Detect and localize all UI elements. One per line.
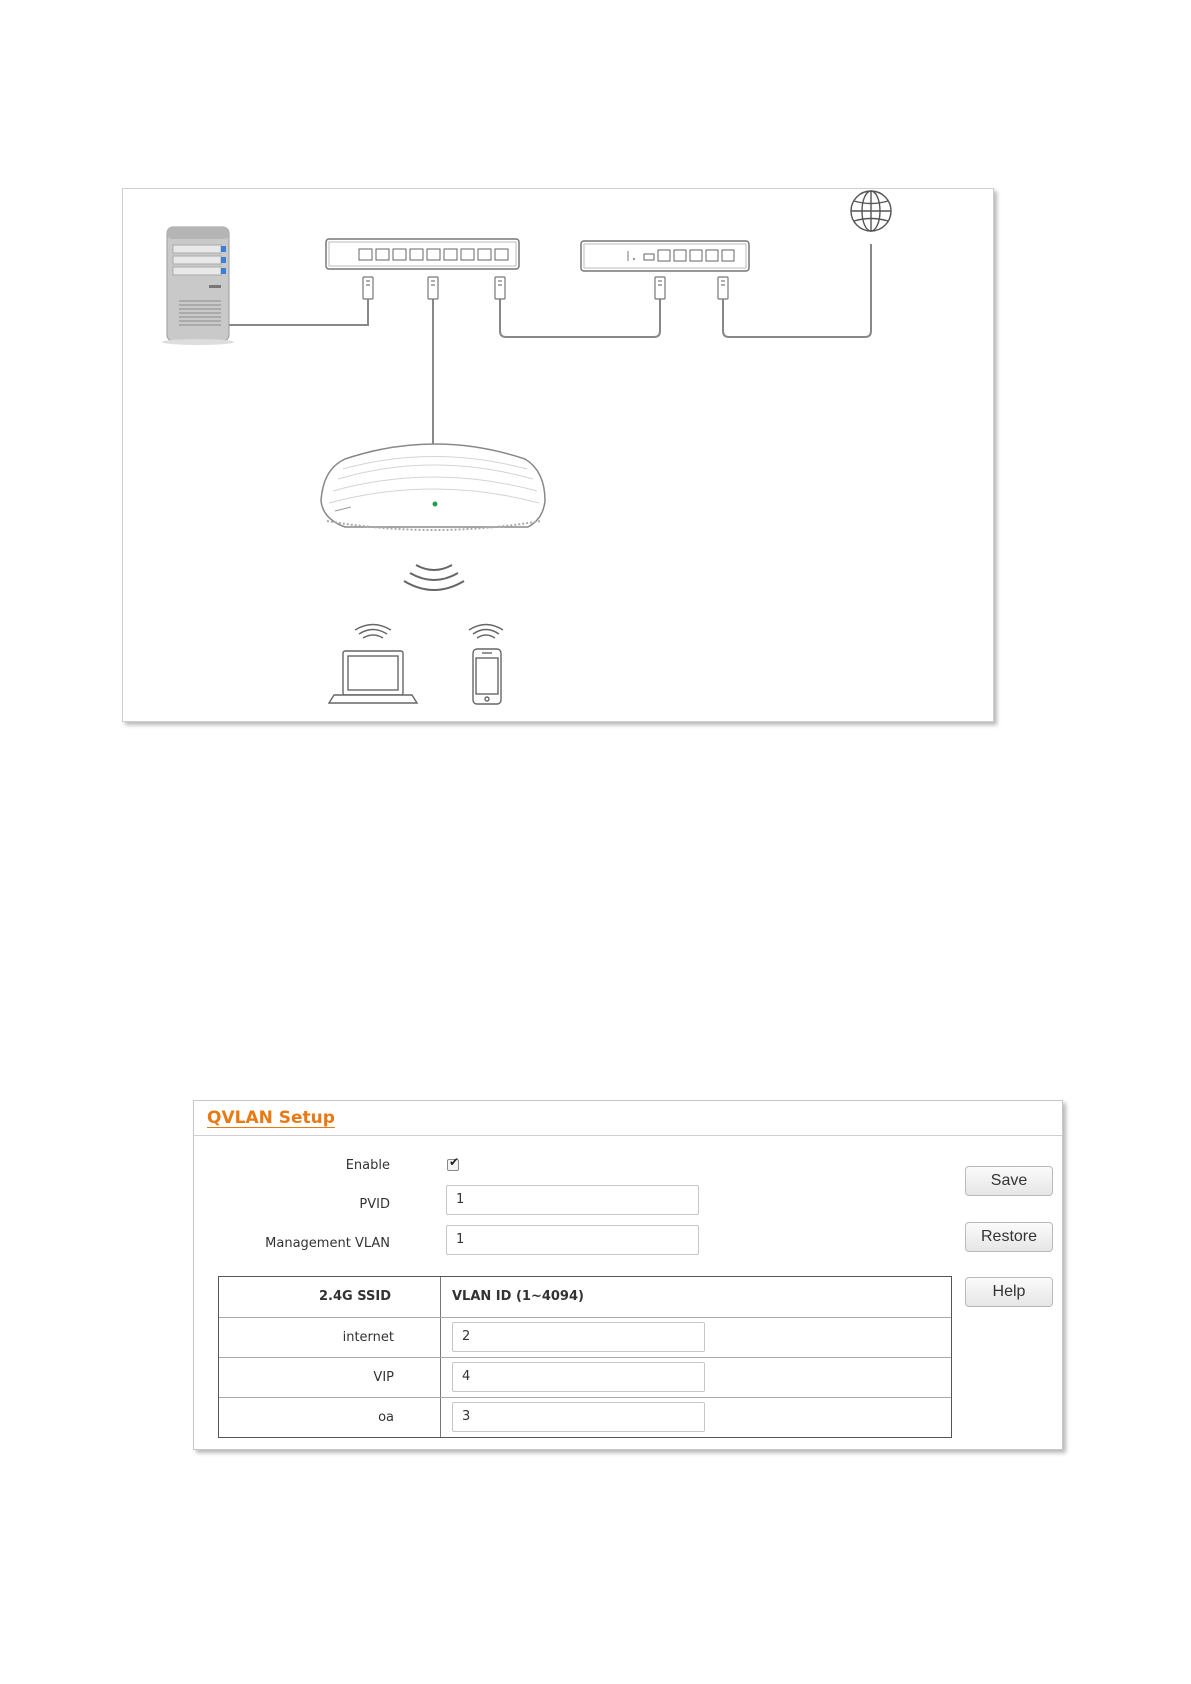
pvid-input[interactable]: 1 [446,1185,699,1215]
server-icon [162,227,234,345]
rj45-plug-icon [495,277,505,299]
management-vlan-input[interactable]: 1 [446,1225,699,1255]
checkmark-icon: ✔ [449,1155,460,1169]
ssid-column-header: 2.4G SSID [319,1289,391,1304]
row-divider [219,1357,951,1358]
ssid-name-oa: oa [378,1410,394,1425]
qvlan-setup-panel [193,1100,1063,1450]
wifi-signal-icon [404,565,464,590]
row-divider [219,1397,951,1398]
switch-icon [326,239,519,269]
rj45-plug-icon [363,277,373,299]
help-button[interactable]: Help [965,1277,1053,1307]
restore-button[interactable]: Restore [965,1222,1053,1252]
ssid-vlan-table [218,1276,952,1438]
vlan-id-input-internet[interactable]: 2 [452,1322,705,1352]
enable-label: Enable [345,1158,390,1173]
title-divider [194,1135,1062,1136]
pvid-label: PVID [359,1197,390,1212]
router-icon [581,241,749,271]
vlan-id-column-header: VLAN ID (1~4094) [452,1289,584,1304]
rj45-plug-icon [428,277,438,299]
network-topology-diagram [122,188,994,722]
ssid-name-internet: internet [342,1330,394,1345]
rj45-plug-icon [655,277,665,299]
vlan-id-input-oa[interactable]: 3 [452,1402,705,1432]
save-button[interactable]: Save [965,1166,1053,1196]
panel-title: QVLAN Setup [207,1108,335,1128]
enable-checkbox[interactable] [447,1155,460,1171]
ssid-name-vip: VIP [373,1370,394,1385]
management-vlan-label: Management VLAN [265,1236,390,1251]
rj45-plug-icon [718,277,728,299]
laptop-icon [329,625,417,704]
row-divider [219,1317,951,1318]
access-point-icon [321,444,545,530]
internet-globe-icon [851,191,891,231]
vlan-id-input-vip[interactable]: 4 [452,1362,705,1392]
smartphone-icon [469,625,503,705]
